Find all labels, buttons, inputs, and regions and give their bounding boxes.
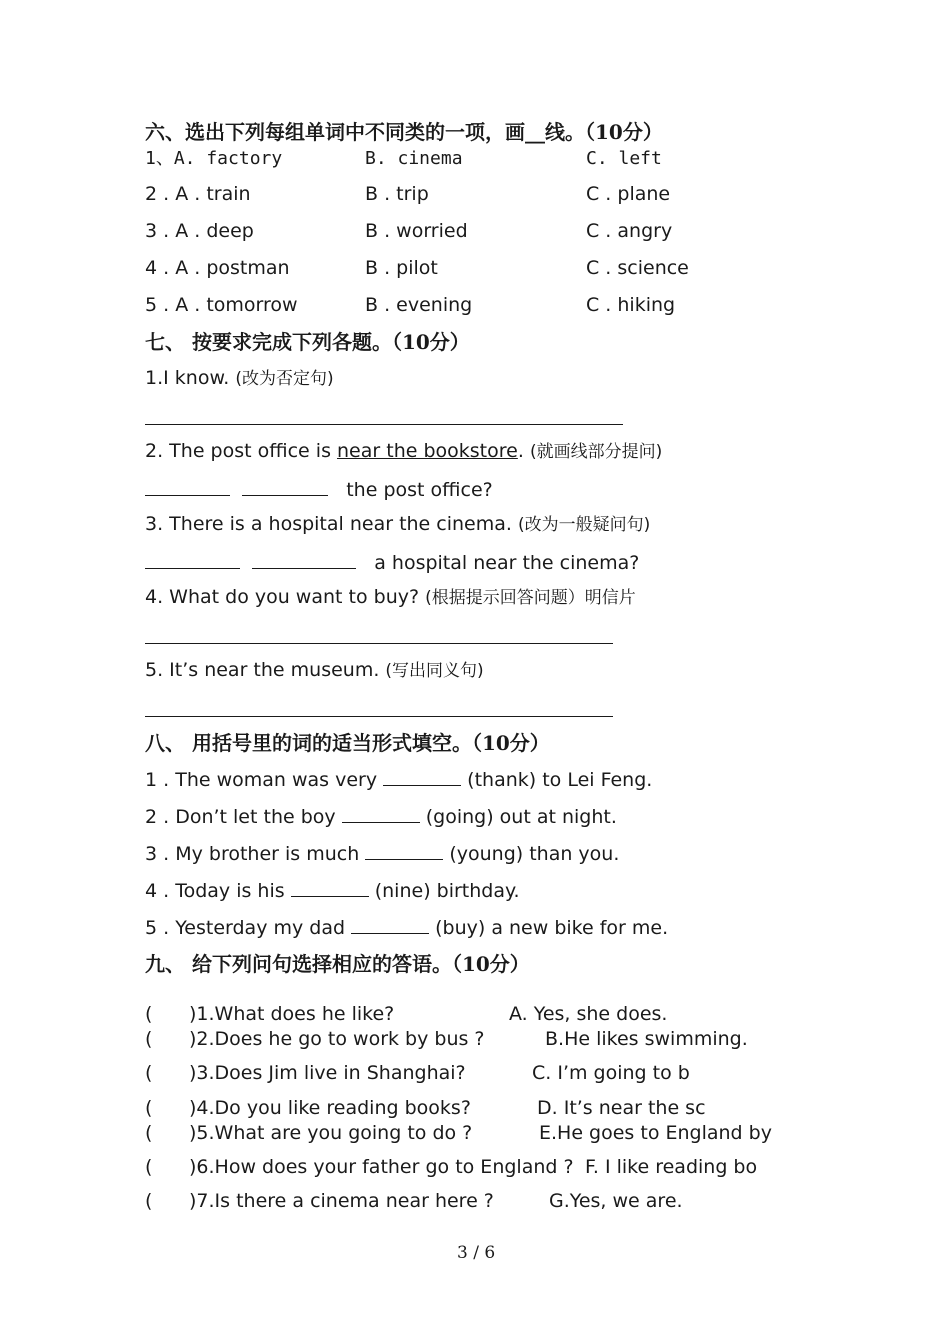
s9-paren-4[interactable]: ( (145, 1097, 153, 1119)
s6-row5-b: B . evening (365, 294, 473, 316)
s8-item-5-post: (buy) a new bike for me. (429, 917, 669, 939)
s7-q3-answer-tail: a hospital near the cinema? (374, 552, 640, 574)
s8-item-2-blank[interactable] (342, 804, 420, 823)
s7-q5 (145, 658, 484, 683)
s7-q2-pre: 2. The post office is (145, 440, 338, 462)
s9-answer-d: D. It’s near the sc (537, 1097, 706, 1119)
s7-q1 (145, 366, 334, 391)
s6-row1-c: C. left (586, 148, 662, 169)
s8-item-4 (145, 878, 520, 903)
s7-q2 (145, 439, 662, 464)
s9-question-5: )5.What are you going to do ? (189, 1122, 473, 1144)
s7-q3-blank-2[interactable] (252, 550, 356, 569)
s9-paren-1[interactable]: ( (145, 1003, 153, 1025)
section9-heading: 九、 给下列问句选择相应的答语。（10分） (145, 952, 530, 976)
s8-item-5-blank[interactable] (351, 915, 429, 934)
s9-answer-f: F. I like reading bo (585, 1156, 758, 1178)
s9-answer-a: A. Yes, she does. (509, 1003, 668, 1025)
s9-paren-7[interactable]: ( (145, 1190, 153, 1212)
s7-q1-note: (改为否定句) (235, 369, 334, 389)
s6-row3-c: C . angry (586, 220, 673, 242)
s8-item-5-pre: 5 . Yesterday my dad (145, 917, 352, 939)
s8-item-3-post: (young) than you. (443, 843, 620, 865)
s9-question-6: )6.How does your father go to England ? (189, 1156, 574, 1178)
s9-paren-3[interactable]: ( (145, 1062, 153, 1084)
s7-q1-answer-line[interactable] (145, 424, 623, 425)
s6-row4-b: B . pilot (365, 257, 438, 279)
section7-heading: 七、 按要求完成下列各题。（10分） (145, 330, 470, 354)
s9-answer-g: G.Yes, we are. (549, 1190, 683, 1212)
s7-q2-blank-2[interactable] (242, 477, 328, 496)
s7-q4-text: 4. What do you want to buy? (145, 586, 426, 608)
s6-row3-a: 3 . A . deep (145, 220, 254, 242)
s7-q2-answer (145, 477, 493, 502)
s8-item-4-blank[interactable] (291, 878, 369, 897)
s9-question-1: )1.What does he like? (189, 1003, 395, 1025)
s7-q3-blank-1[interactable] (145, 550, 240, 569)
s6-row4-a: 4 . A . postman (145, 257, 290, 279)
s8-item-4-pre: 4 . Today is his (145, 880, 291, 902)
s9-answer-c: C. I’m going to b (532, 1062, 690, 1084)
s7-q1-text: 1.I know. (145, 367, 230, 389)
s9-question-4: )4.Do you like reading books? (189, 1097, 471, 1119)
s9-question-2: )2.Does he go to work by bus ? (189, 1028, 485, 1050)
s6-row2-a: 2 . A . train (145, 183, 251, 205)
s7-q3-answer (145, 550, 639, 575)
s9-question-3: )3.Does Jim live in Shanghai? (189, 1062, 466, 1084)
s7-q2-note: (就画线部分提问) (529, 442, 663, 462)
s8-item-5 (145, 915, 668, 940)
s7-q5-text: 5. It’s near the museum. (145, 659, 386, 681)
s6-row1-b: B. cinema (365, 148, 463, 169)
s7-q3-note: (改为一般疑问句) (517, 515, 651, 535)
s9-paren-6[interactable]: ( (145, 1156, 153, 1178)
section6-heading: 六、选出下列每组单词中不同类的一项，画__线。（10分） (145, 120, 663, 144)
s7-q5-answer-line[interactable] (145, 716, 613, 717)
s7-q3-text: 3. There is a hospital near the cinema. (145, 513, 518, 535)
s9-answer-e: E.He goes to England by (539, 1122, 772, 1144)
s6-row2-b: B . trip (365, 183, 429, 205)
section8-heading: 八、 用括号里的词的适当形式填空。（10分） (145, 731, 550, 755)
page-number: 3 / 6 (457, 1243, 496, 1263)
s8-item-1-post: (thank) to Lei Feng. (461, 769, 653, 791)
s8-item-2-pre: 2 . Don’t let the boy (145, 806, 342, 828)
s7-q2-blank-1[interactable] (145, 477, 230, 496)
s7-q2-answer-tail: the post office? (346, 479, 493, 501)
s9-answer-b: B.He likes swimming. (545, 1028, 748, 1050)
s8-item-1-blank[interactable] (383, 767, 461, 786)
s8-item-3 (145, 841, 619, 866)
s6-row5-a: 5 . A . tomorrow (145, 294, 298, 316)
s7-q4-note: (根据提示回答问题）明信片 (425, 588, 636, 608)
s7-q2-underlined: near the bookstore (337, 440, 518, 462)
s9-question-7: )7.Is there a cinema near here ? (189, 1190, 494, 1212)
s6-row1-a: 1、A. factory (145, 148, 283, 169)
s8-item-2 (145, 804, 617, 829)
s6-row4-c: C . science (586, 257, 689, 279)
s8-item-3-blank[interactable] (365, 841, 443, 860)
s9-paren-5[interactable]: ( (145, 1122, 153, 1144)
s6-row2-c: C . plane (586, 183, 671, 205)
s7-q2-post: . (517, 440, 530, 462)
s8-item-1-pre: 1 . The woman was very (145, 769, 384, 791)
s8-item-4-post: (nine) birthday. (368, 880, 520, 902)
s8-item-2-post: (going) out at night. (419, 806, 617, 828)
s9-paren-2[interactable]: ( (145, 1028, 153, 1050)
s7-q3 (145, 512, 650, 537)
s6-row5-c: C . hiking (586, 294, 676, 316)
s7-q4 (145, 585, 636, 610)
s7-q4-answer-line[interactable] (145, 643, 613, 644)
s8-item-1 (145, 767, 652, 792)
s8-item-3-pre: 3 . My brother is much (145, 843, 366, 865)
s7-q5-note: (写出同义句) (385, 661, 484, 681)
s6-row3-b: B . worried (365, 220, 468, 242)
